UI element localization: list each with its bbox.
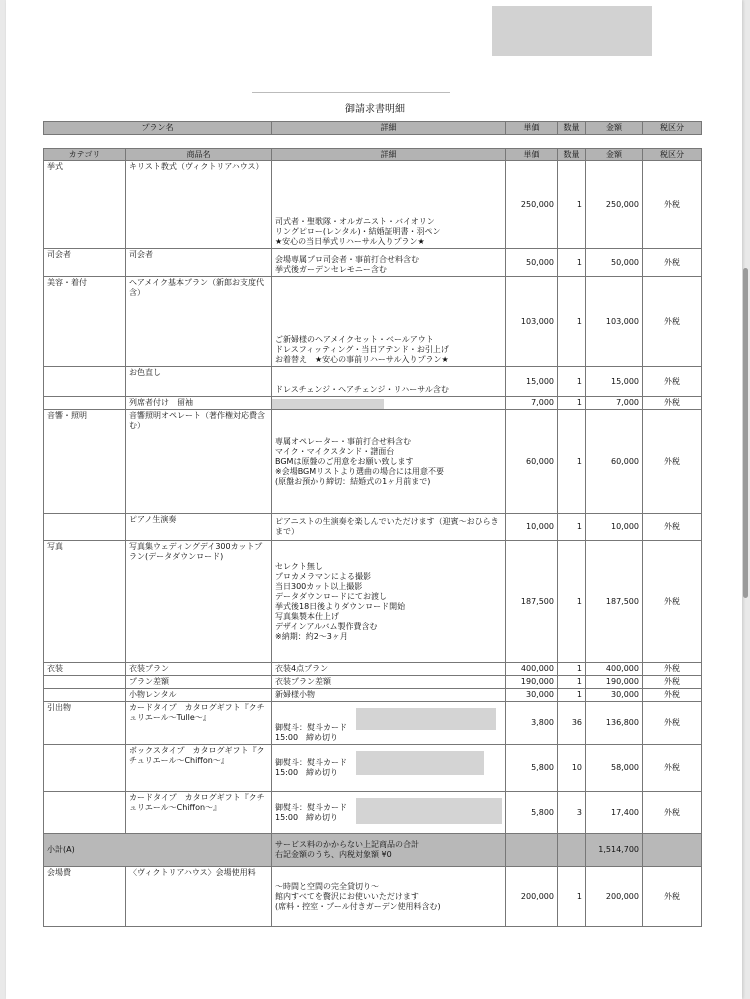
row-name: 音響照明オペレート（著作権対応費含む） xyxy=(126,410,272,514)
row-amount: 60,000 xyxy=(586,410,643,514)
venue-qty: 1 xyxy=(558,867,586,927)
row-price: 60,000 xyxy=(506,410,558,514)
item-row xyxy=(44,689,702,702)
row-tax: 外税 xyxy=(643,410,702,514)
row-tax: 外税 xyxy=(643,514,702,541)
row-tax: 外税 xyxy=(643,792,702,834)
item-row xyxy=(44,277,702,367)
row-detail: ドレスチェンジ・ヘアチェンジ・リハーサル含む xyxy=(272,367,506,397)
row-name: カードタイプ カタログギフト『クチュリエール～Chiffon～』 xyxy=(126,792,272,834)
row-category: 司会者 xyxy=(44,249,126,277)
row-name: カードタイプ カタログギフト『クチュリエール～Tulle～』 xyxy=(126,702,272,745)
row-qty: 1 xyxy=(558,689,586,702)
row-detail: 御熨斗：熨斗カード 15:00 締め切り xyxy=(272,745,506,792)
row-amount: 10,000 xyxy=(586,514,643,541)
plan-header-price: 単価 xyxy=(506,122,558,135)
row-amount: 58,000 xyxy=(586,745,643,792)
row-tax: 外税 xyxy=(643,397,702,410)
row-price: 30,000 xyxy=(506,689,558,702)
row-name: 列席者付け 留袖 xyxy=(126,397,272,410)
item-row xyxy=(44,663,702,676)
row-price: 250,000 xyxy=(506,161,558,249)
title-rule xyxy=(252,92,450,93)
row-category xyxy=(44,792,126,834)
row-detail: 衣装4点プラン xyxy=(272,663,506,676)
row-tax: 外税 xyxy=(643,745,702,792)
row-tax: 外税 xyxy=(643,161,702,249)
row-detail: セレクト無し プロカメラマンによる撮影 当日300カット以上撮影 データダウンロードにてお渡し 挙式後18日後よりダウンロード開始 写真集製本仕上げ デザインアルバム製作費含む ※納期：約2～3ヶ月 xyxy=(272,541,506,663)
row-amount: 15,000 xyxy=(586,367,643,397)
row-qty: 36 xyxy=(558,702,586,745)
redacted-field xyxy=(356,798,502,824)
row-name: 司会者 xyxy=(126,249,272,277)
row-detail: 専属オペレーター・事前打合せ料含む マイク・マイクスタンド・譜面台 BGMは原盤のご用意をお願い致します ※会場BGMリストより選曲の場合には用意不要 (原盤お預かり締切：結婚式の1ヶ月前まで) xyxy=(272,410,506,514)
item-row xyxy=(44,161,702,249)
row-tax: 外税 xyxy=(643,663,702,676)
plan-header-amount: 金額 xyxy=(586,122,643,135)
venue-name: 〈ヴィクトリアハウス〉会場使用料 xyxy=(126,867,272,927)
row-amount: 190,000 xyxy=(586,676,643,689)
row-category xyxy=(44,367,126,397)
plan-header-tax: 税区分 xyxy=(643,122,702,135)
row-category xyxy=(44,745,126,792)
row-name: ヘアメイク基本プラン（新郎お支度代含） xyxy=(126,277,272,367)
row-detail: 御熨斗：熨斗カード 15:00 締め切り xyxy=(272,702,506,745)
row-amount: 400,000 xyxy=(586,663,643,676)
row-tax: 外税 xyxy=(643,541,702,663)
row-tax: 外税 xyxy=(643,367,702,397)
row-category: 引出物 xyxy=(44,702,126,745)
header-tax: 税区分 xyxy=(643,149,702,161)
row-amount: 17,400 xyxy=(586,792,643,834)
item-row xyxy=(44,676,702,689)
row-tax: 外税 xyxy=(643,702,702,745)
row-name: ボックスタイプ カタログギフト『クチュリエール～Chiffon～』 xyxy=(126,745,272,792)
row-price: 3,800 xyxy=(506,702,558,745)
item-row xyxy=(44,541,702,663)
row-qty: 1 xyxy=(558,663,586,676)
row-amount: 7,000 xyxy=(586,397,643,410)
row-category: 挙式 xyxy=(44,161,126,249)
row-category: 衣装 xyxy=(44,663,126,676)
scrollbar[interactable] xyxy=(743,268,748,598)
row-tax: 外税 xyxy=(643,249,702,277)
document-title: 御請求書明細 xyxy=(345,104,405,115)
header-amount: 金額 xyxy=(586,149,643,161)
row-qty: 1 xyxy=(558,541,586,663)
items-header-row xyxy=(44,149,702,161)
item-row xyxy=(44,745,702,792)
row-qty: 1 xyxy=(558,249,586,277)
venue-category: 会場費 xyxy=(44,867,126,927)
row-price: 400,000 xyxy=(506,663,558,676)
row-amount: 187,500 xyxy=(586,541,643,663)
header-qty: 数量 xyxy=(558,149,586,161)
subtotal-amount: 1,514,700 xyxy=(586,834,643,867)
row-price: 10,000 xyxy=(506,514,558,541)
row-name: 小物レンタル xyxy=(126,689,272,702)
row-category: 美容・着付 xyxy=(44,277,126,367)
subtotal-detail: サービス料のかからない上記商品の合計 右記金額のうち、内税対象額 ¥0 xyxy=(272,834,506,867)
row-qty: 1 xyxy=(558,397,586,410)
row-detail: ピアニストの生演奏を楽しんでいただけます（迎賓～おひらきまで） xyxy=(272,514,506,541)
row-name: プラン差額 xyxy=(126,676,272,689)
row-detail: 御熨斗：熨斗カード 15:00 締め切り xyxy=(272,792,506,834)
row-price: 7,000 xyxy=(506,397,558,410)
row-name: 写真集ウェディングデイ300カットプラン(データダウンロード) xyxy=(126,541,272,663)
row-detail: 衣装プラン差額 xyxy=(272,676,506,689)
row-detail: ご新婦様のヘアメイクセット・ベールアウト ドレスフィッティング・当日アテンド・お引上げ お着替え ★安心の事前リハーサル入りプラン★ xyxy=(272,277,506,367)
row-category xyxy=(44,676,126,689)
venue-amount: 200,000 xyxy=(586,867,643,927)
row-price: 5,800 xyxy=(506,792,558,834)
row-amount: 250,000 xyxy=(586,161,643,249)
redacted-block xyxy=(492,6,652,56)
row-qty: 1 xyxy=(558,161,586,249)
header-category: カテゴリ xyxy=(44,149,126,161)
plan-header-detail: 詳細 xyxy=(272,122,506,135)
row-price: 190,000 xyxy=(506,676,558,689)
item-row xyxy=(44,367,702,397)
row-price: 103,000 xyxy=(506,277,558,367)
row-detail: 司式者・聖歌隊・オルガニスト・バイオリン リングピロー(レンタル)・結婚証明書・羽ペン ★安心の当日挙式リハーサル入りプラン★ xyxy=(272,161,506,249)
venue-tax: 外税 xyxy=(643,867,702,927)
row-tax: 外税 xyxy=(643,689,702,702)
row-category: 音響・照明 xyxy=(44,410,126,514)
row-qty: 1 xyxy=(558,676,586,689)
row-name: ピアノ生演奏 xyxy=(126,514,272,541)
row-qty: 1 xyxy=(558,514,586,541)
row-qty: 1 xyxy=(558,277,586,367)
row-tax: 外税 xyxy=(643,277,702,367)
row-detail: 会場専属プロ司会者・事前打合せ料含む 挙式後ガーデンセレモニー含む xyxy=(272,249,506,277)
row-qty: 3 xyxy=(558,792,586,834)
item-row xyxy=(44,249,702,277)
plan-header-table xyxy=(43,121,702,135)
redacted-field xyxy=(272,399,384,410)
plan-header-plan: プラン名 xyxy=(44,122,272,135)
redacted-field xyxy=(356,751,484,775)
header-detail: 詳細 xyxy=(272,149,506,161)
row-qty: 1 xyxy=(558,367,586,397)
row-price: 187,500 xyxy=(506,541,558,663)
row-category xyxy=(44,514,126,541)
items-table xyxy=(43,148,702,927)
row-qty: 1 xyxy=(558,410,586,514)
header-price: 単価 xyxy=(506,149,558,161)
row-detail: 新婦様小物 xyxy=(272,689,506,702)
item-row xyxy=(44,397,702,410)
row-name: お色直し xyxy=(126,367,272,397)
row-category xyxy=(44,397,126,410)
row-amount: 103,000 xyxy=(586,277,643,367)
row-name: キリスト教式（ヴィクトリアハウス） xyxy=(126,161,272,249)
subtotal-label: 小計(A) xyxy=(44,834,272,867)
row-price: 15,000 xyxy=(506,367,558,397)
venue-row xyxy=(44,867,702,927)
header-name: 商品名 xyxy=(126,149,272,161)
redacted-field xyxy=(356,708,496,730)
row-price: 50,000 xyxy=(506,249,558,277)
item-row xyxy=(44,702,702,745)
plan-header-qty: 数量 xyxy=(558,122,586,135)
row-amount: 136,800 xyxy=(586,702,643,745)
row-detail xyxy=(272,397,506,410)
row-price: 5,800 xyxy=(506,745,558,792)
row-qty: 10 xyxy=(558,745,586,792)
row-amount: 30,000 xyxy=(586,689,643,702)
subtotal-row xyxy=(44,834,702,867)
venue-price: 200,000 xyxy=(506,867,558,927)
item-row xyxy=(44,514,702,541)
row-category xyxy=(44,689,126,702)
row-name: 衣装プラン xyxy=(126,663,272,676)
row-amount: 50,000 xyxy=(586,249,643,277)
row-tax: 外税 xyxy=(643,676,702,689)
item-row xyxy=(44,410,702,514)
row-category: 写真 xyxy=(44,541,126,663)
venue-detail: ～時間と空間の完全貸切り～ 館内すべてを贅沢にお使いいただけます (席料・控室・プール付きガーデン使用料含む) xyxy=(272,867,506,927)
item-row xyxy=(44,792,702,834)
